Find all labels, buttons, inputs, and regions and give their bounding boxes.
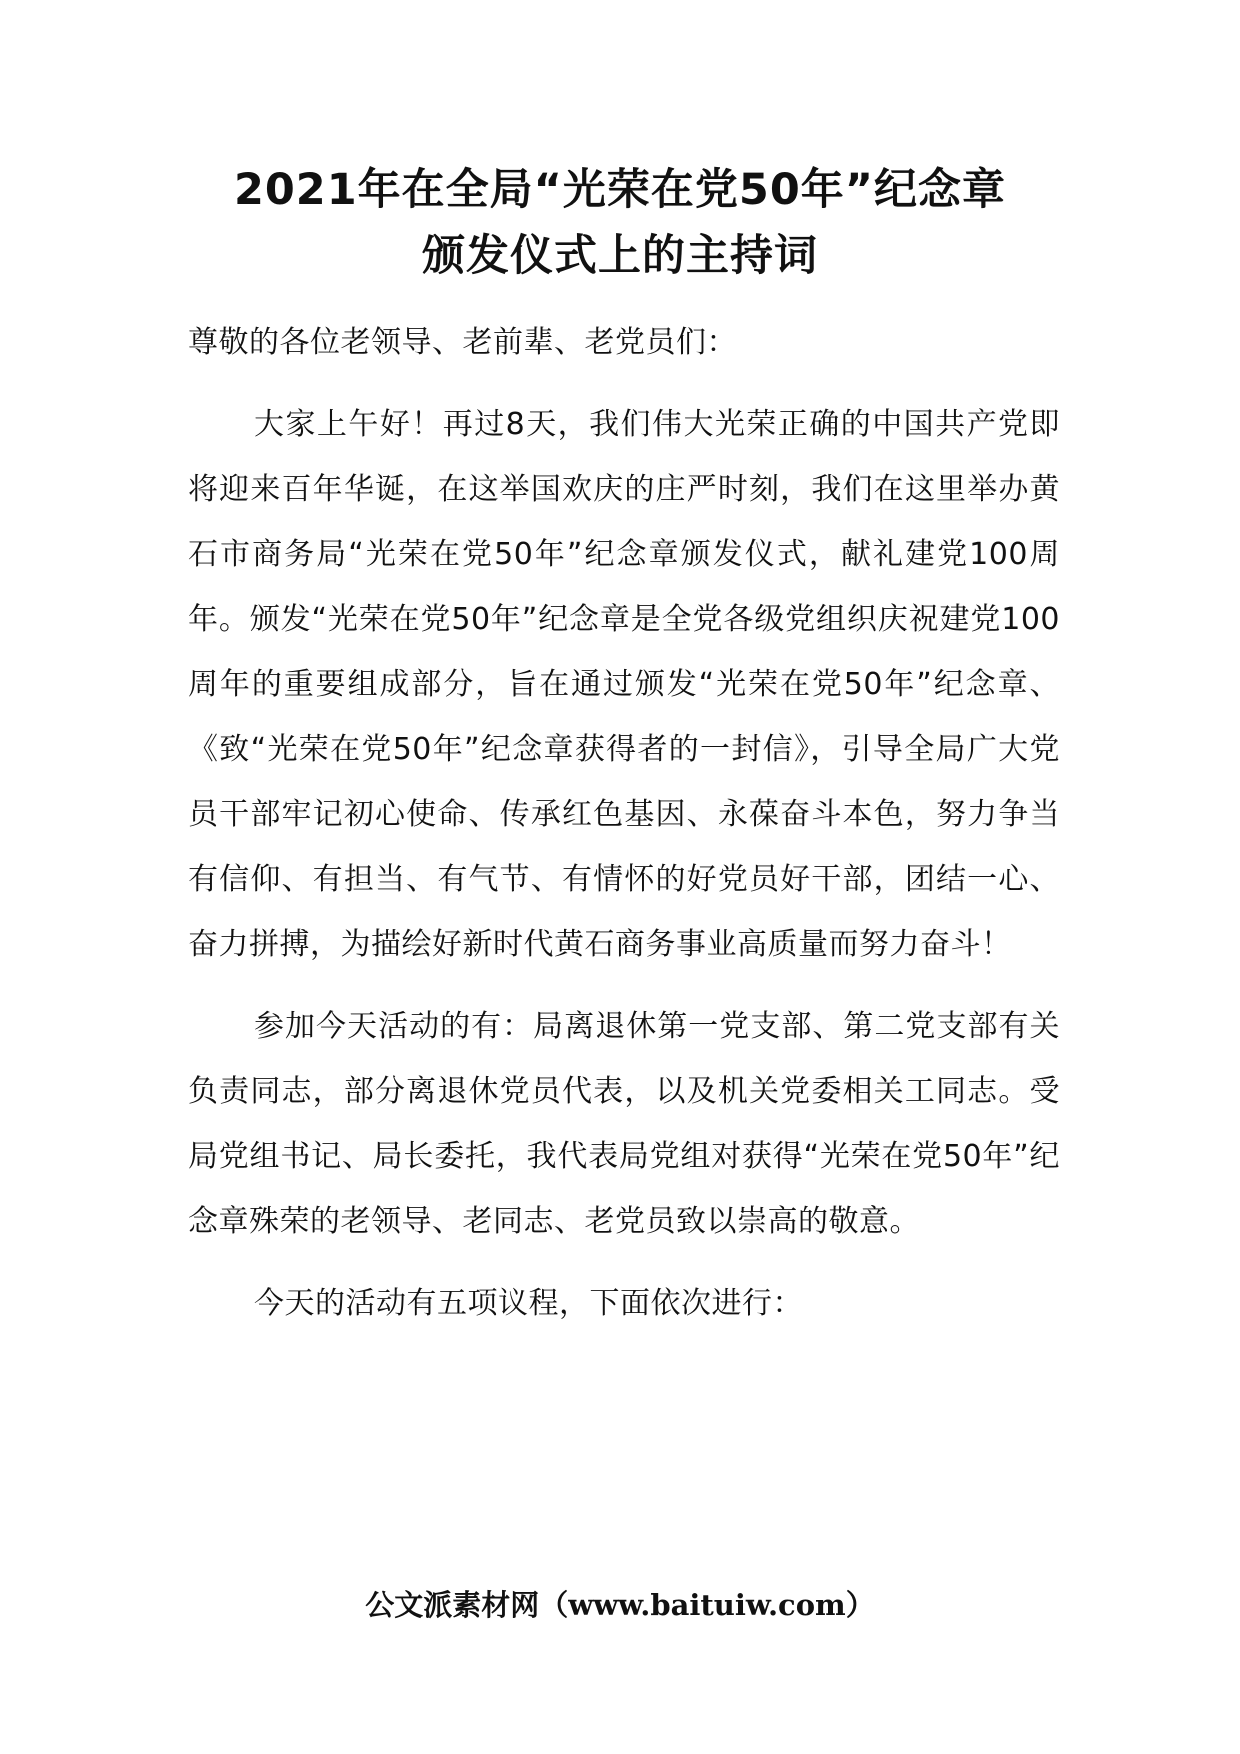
document-title-line-2: 颁发仪式上的主持词 xyxy=(422,231,818,281)
footer-watermark: 公文派素材网（www.baituiw.com） xyxy=(365,1588,875,1622)
body-paragraph-2: 参加今天活动的有：局离退休第一党支部、第二党支部有关负责同志，部分离退休党员代表，以及机关党委相关工同志。受局党组书记、局长委托，我代表局党组对获得“光荣在党50年”纪念章殊荣的老领导、老同志、老党员致以崇高的敬意。 xyxy=(188,1009,1060,1239)
body-paragraph-1: 大家上午好！再过8天，我们伟大光荣正确的中国共产党即将迎来百年华诞，在这举国欢庆的庄严时刻，我们在这里举办黄石市商务局“光荣在党50年”纪念章颁发仪式，献礼建党100周年。颁发“光荣在党50年”纪念章是全党各级党组织庆祝建党100周年的重要组成部分，旨在通过颁发“光荣在党50年”纪念章、《致“光荣在党50年”纪念章获得者的一封信》，引导全局广大党员干部牢记初心使命、传承红色基因、永葆奋斗本色，努力争当有信仰、有担当、有气节、有情怀的好党员好干部，团结一心、奋力拼搏，为描绘好新时代黄石商务事业高质量而努力奋斗！ xyxy=(188,407,1060,962)
salutation: 尊敬的各位老领导、老前辈、老党员们： xyxy=(188,325,737,360)
document-body xyxy=(188,310,1060,1336)
body-paragraph-3: 今天的活动有五项议程，下面依次进行： xyxy=(254,1286,803,1321)
document-title-line-1: 2021年在全局“光荣在党50年”纪念章 xyxy=(233,165,1007,215)
